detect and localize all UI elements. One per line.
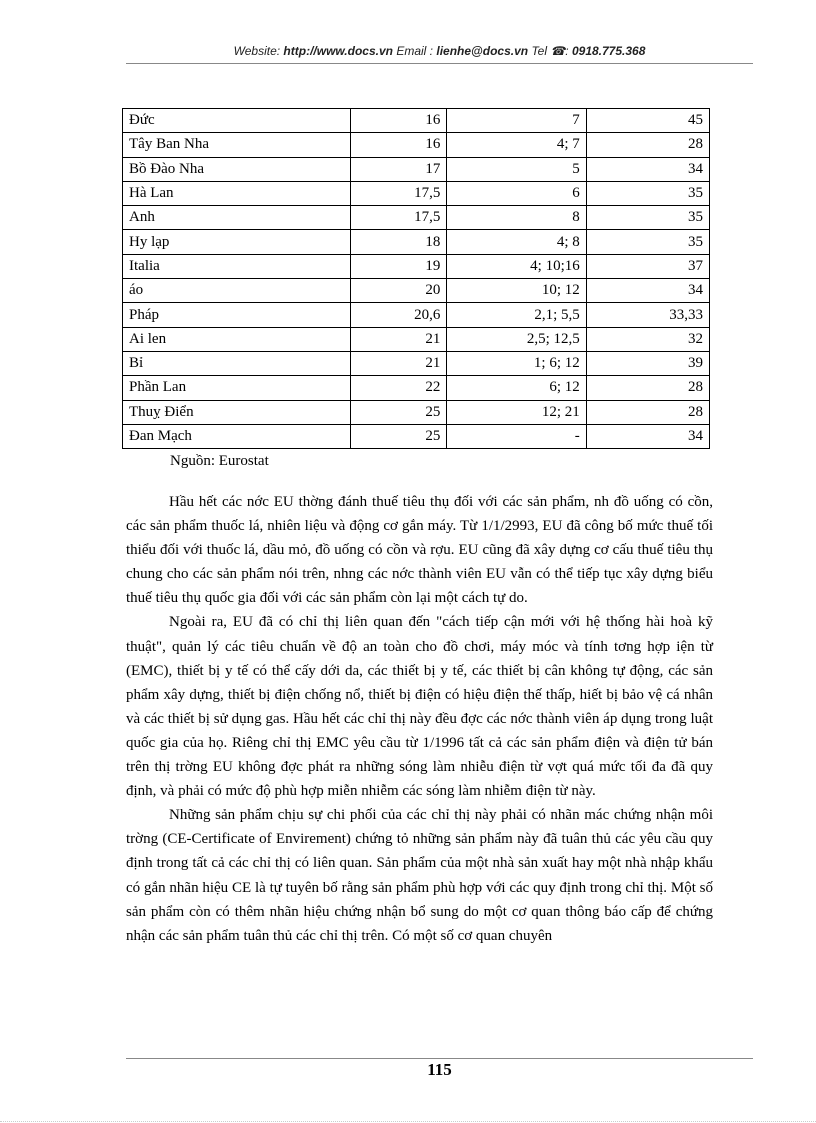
website-link[interactable]: http://www.docs.vn — [283, 44, 393, 58]
table-cell: 17 — [351, 157, 447, 181]
table-cell: 6; 12 — [447, 376, 586, 400]
table-row — [123, 109, 710, 133]
table-cell: 34 — [586, 424, 709, 448]
email-label: Email : — [396, 44, 434, 58]
table-cell: Đức — [123, 109, 351, 133]
table-cell: 16 — [351, 133, 447, 157]
table-cell: 45 — [586, 109, 709, 133]
table-cell: 4; 10;16 — [447, 254, 586, 278]
tax-table — [122, 108, 710, 449]
body-text — [126, 490, 713, 948]
table-cell: Bỉ — [123, 351, 351, 375]
table-cell: 35 — [586, 206, 709, 230]
table-cell: Ai len — [123, 327, 351, 351]
page-edge — [0, 1121, 816, 1122]
footer-divider — [126, 1058, 753, 1059]
table-cell: 28 — [586, 133, 709, 157]
table-row — [123, 206, 710, 230]
table-cell: 21 — [351, 327, 447, 351]
table-cell: Thuỵ Điển — [123, 400, 351, 424]
table-row — [123, 376, 710, 400]
table-cell: 6 — [447, 181, 586, 205]
tax-table-body — [123, 109, 710, 449]
table-cell: 37 — [586, 254, 709, 278]
table-cell: 39 — [586, 351, 709, 375]
table-cell: 7 — [447, 109, 586, 133]
table-cell: 25 — [351, 424, 447, 448]
paragraph: Hầu hết các nớc EU thờng đánh thuế tiêu thụ đối với các sản phẩm, nh đồ uống có cồn, các sản phẩm thuốc lá, nhiên liệu và động cơ gắn máy. Từ 1/1/2993, EU đã công bố mức thuế tối thiểu đối với thuốc lá, dầu mỏ, đồ uống có cồn và rợu. EU cũng đã xây dựng cơ cấu thuế tiêu thụ chung cho các sản phẩm nói trên, nhng các nớc thành viên EU vẫn có thể tiếp tục xây dựng biểu thuế tiêu thụ quốc gia đối với các sản phẩm còn lại một cách tự do. — [126, 494, 713, 607]
table-row — [123, 400, 710, 424]
table-cell: 25 — [351, 400, 447, 424]
table-cell: 34 — [586, 279, 709, 303]
table-source: Nguồn: Eurostat — [170, 453, 269, 469]
table-row — [123, 303, 710, 327]
table-cell: 5 — [447, 157, 586, 181]
table-cell: 4; 8 — [447, 230, 586, 254]
table-row — [123, 254, 710, 278]
table-cell: 1; 6; 12 — [447, 351, 586, 375]
paragraph: Những sản phẩm chịu sự chi phối của các chỉ thị này phải có nhãn mác chứng nhận môi trờng (CE-Certificate of Envirement) chứng tỏ những sản phẩm này đã tuân thủ các yêu cầu quy định trong tất cả các chỉ thị có liên quan. Sản phẩm của một nhà sản xuất hay một nhà nhập khẩu có gắn nhãn hiệu CE là tự tuyên bố rằng sản phẩm phù hợp với các quy định trong chỉ thị. Một số sản phẩm còn có thêm nhãn hiệu chứng nhận bổ sung do một cơ quan thông báo cấp để chứng nhận các sản phẩm tuân thủ các chỉ thị trên. Có một số cơ quan chuyên — [126, 807, 713, 944]
table-cell: 12; 21 — [447, 400, 586, 424]
header-divider — [126, 63, 753, 64]
table-cell: 34 — [586, 157, 709, 181]
table-cell: 28 — [586, 376, 709, 400]
page-number: 115 — [427, 1060, 452, 1079]
table-cell: 22 — [351, 376, 447, 400]
table-cell: 32 — [586, 327, 709, 351]
table-row — [123, 351, 710, 375]
table-row — [123, 157, 710, 181]
table-cell: 21 — [351, 351, 447, 375]
table-row — [123, 279, 710, 303]
table-cell: áo — [123, 279, 351, 303]
page-header — [126, 44, 753, 58]
table-cell: 10; 12 — [447, 279, 586, 303]
table-cell: 4; 7 — [447, 133, 586, 157]
table-cell: - — [447, 424, 586, 448]
table-cell: 35 — [586, 230, 709, 254]
table-cell: 8 — [447, 206, 586, 230]
table-cell: 2,1; 5,5 — [447, 303, 586, 327]
table-cell: 17,5 — [351, 181, 447, 205]
table-row — [123, 133, 710, 157]
table-row — [123, 327, 710, 351]
table-cell: 28 — [586, 400, 709, 424]
table-cell: 20,6 — [351, 303, 447, 327]
table-cell: Hà Lan — [123, 181, 351, 205]
table-cell: Đan Mạch — [123, 424, 351, 448]
tel-number: 0918.775.368 — [571, 44, 646, 58]
email-link[interactable]: lienhe@docs.vn — [436, 44, 529, 58]
table-cell: Bồ Đào Nha — [123, 157, 351, 181]
table-cell: Italia — [123, 254, 351, 278]
table-cell: 33,33 — [586, 303, 709, 327]
table-cell: 20 — [351, 279, 447, 303]
table-cell: Hy lạp — [123, 230, 351, 254]
paragraph: Ngoài ra, EU đã có chỉ thị liên quan đến "cách tiếp cận mới với hệ thống hài hoà kỹ thuật", quản lý các tiêu chuẩn về độ an toàn cho đồ chơi, máy móc và tính tơng hợp iện từ (EMC), thiết bị y tế có thể cấy dới da, các thiết bị y tế, các thiết bị cân không tự động, các sản phẩm xây dựng, thiết bị điện chống nổ, thiết bị điện có hiệu điện thế thấp, hiết bị bảo vệ cá nhân và các thiết bị sử dụng gas. Hầu hết các chỉ thị này đều đợc các nớc thành viên áp dụng trong luật quốc gia của họ. Riêng chỉ thị EMC yêu cầu từ 1/1996 tất cả các sản phẩm điện và điện tử bán trên thị trờng EU không đợc phát ra những sóng làm nhiễu điện từ vợt quá mức tối đa đã quy định, và phải có mức độ phù hợp miễn nhiễm các sóng làm nhiễm điện từ này. — [126, 614, 713, 800]
table-row — [123, 424, 710, 448]
table-cell: 35 — [586, 181, 709, 205]
table-cell: 18 — [351, 230, 447, 254]
table-cell: Phần Lan — [123, 376, 351, 400]
table-cell: Pháp — [123, 303, 351, 327]
tel-label: Tel ☎: — [531, 44, 569, 58]
table-cell: Tây Ban Nha — [123, 133, 351, 157]
table-row — [123, 230, 710, 254]
table-cell: 2,5; 12,5 — [447, 327, 586, 351]
website-label: Website: — [233, 44, 281, 58]
table-cell: Anh — [123, 206, 351, 230]
table-cell: 19 — [351, 254, 447, 278]
table-cell: 16 — [351, 109, 447, 133]
table-row — [123, 181, 710, 205]
table-cell: 17,5 — [351, 206, 447, 230]
